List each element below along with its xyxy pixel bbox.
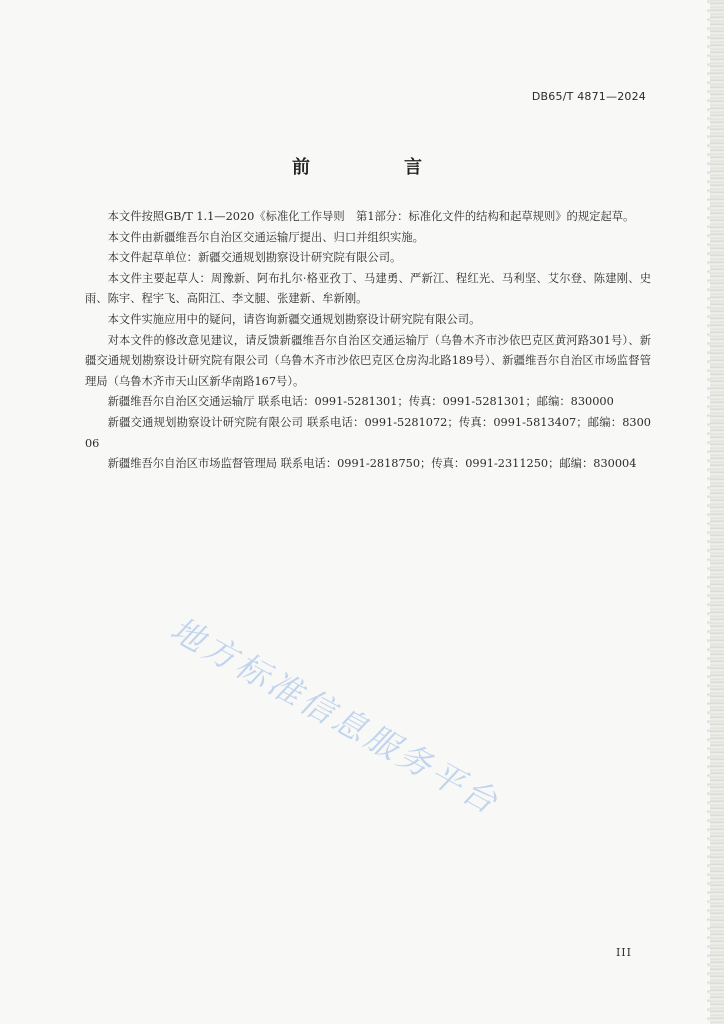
section-title: 前 言 [292,157,460,178]
contact-transport-department: 新疆维吾尔自治区交通运输厅 联系电话：0991-5281301；传真：0991-5281301；邮编：830000 [107,395,614,409]
contact-design-institute: 新疆交通规划勘察设计研究院有限公司 联系电话：0991-5281072；传真：0991-5813407；邮编：830006 [85,415,651,450]
paragraph-proposer: 本文件由新疆维吾尔自治区交通运输厅提出、归口并组织实施。 [107,230,424,244]
paragraph-drafting-rules: 本文件按照GB/T 1.1—2020《标准化工作导则 第1部分：标准化文件的结构和起草规则》的规定起草。 [107,210,635,223]
paragraph-drafters: 本文件主要起草人：周豫新、阿布扎尔·格亚孜丁、马建勇、严新江、程红光、马利坚、艾尔登、陈建刚、史雨、陈宇、程宇飞、高阳江、李文腿、张建新、牟新刚。 [85,271,651,306]
watermark: 地方标准信息服务平台 [164,609,507,823]
paragraph-inquiries: 本文件实施应用中的疑问，请咨询新疆交通规划勘察设计研究院有限公司。 [107,312,481,326]
page-number: III [615,946,632,959]
paragraph-feedback: 对本文件的修改意见建议，请反馈新疆维吾尔自治区交通运输厅（乌鲁木齐市沙依巴克区黄河路301号）、新疆交通规划勘察设计研究院有限公司（乌鲁木齐市沙依巴克区仓房沟北路189号）、新疆维吾尔自治区市场监督管理局（乌鲁木齐市天山区新华南路167号）。 [85,333,651,388]
standard-code: DB65/T 4871—2024 [531,90,646,103]
contact-market-regulation: 新疆维吾尔自治区市场监督管理局 联系电话：0991-2818750；传真：0991-2311250；邮编：830004 [107,457,637,471]
foreword-body [85,207,651,475]
paragraph-drafting-unit: 本文件起草单位：新疆交通规划勘察设计研究院有限公司。 [107,251,402,265]
